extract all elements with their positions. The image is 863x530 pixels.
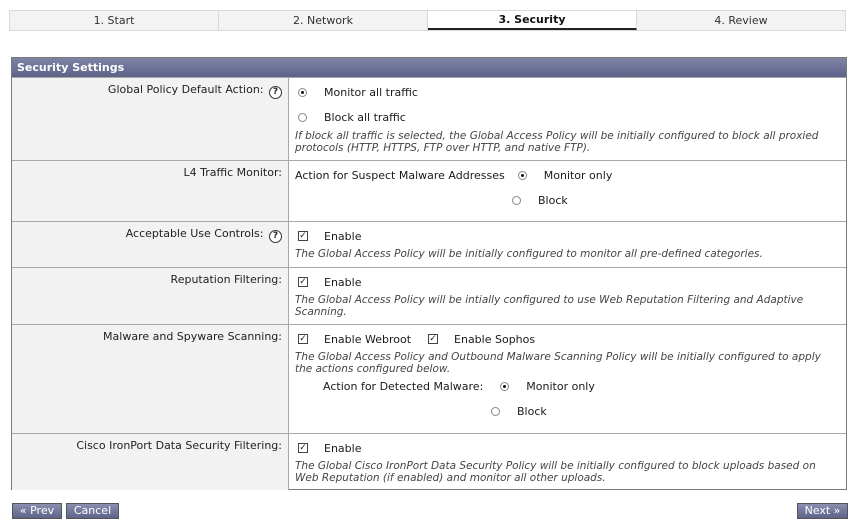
malware-label: Malware and Spyware Scanning: xyxy=(103,330,282,343)
l4-label-cell xyxy=(12,161,289,221)
monitor-all-traffic-radio[interactable] xyxy=(298,88,307,97)
l4-monitor-radio[interactable] xyxy=(518,171,527,180)
webroot-checkbox[interactable]: ✓ xyxy=(299,334,307,344)
reputation-label: Reputation Filtering: xyxy=(170,273,282,286)
dlp-checkbox[interactable]: ✓ xyxy=(299,443,307,453)
global-policy-label: Global Policy Default Action: xyxy=(107,83,264,96)
wizard-steps xyxy=(9,10,846,31)
malware-value xyxy=(289,325,846,433)
malware-row xyxy=(12,324,846,433)
sophos-checkbox[interactable]: ✓ xyxy=(429,334,437,344)
prev-button[interactable]: « Prev xyxy=(12,503,62,519)
dlp-note: The Global Cisco IronPort Data Security Policy will be initially configured to block uploads based on Web Reputation (if enabled) and monitor all other uploads. xyxy=(295,460,816,484)
reputation-label-cell xyxy=(12,268,289,324)
help-icon[interactable]: ? xyxy=(269,86,282,99)
dlp-label: Cisco IronPort Data Security Filtering: xyxy=(76,439,282,452)
reputation-note: The Global Access Policy will be intially configured to use Web Reputation Filtering and Adaptive Scanning. xyxy=(295,294,804,318)
webroot-label: Enable Webroot xyxy=(324,332,412,346)
malware-label-cell xyxy=(12,325,289,433)
step-network[interactable]: 2. Network xyxy=(219,11,428,30)
reputation-enable-label: Enable xyxy=(324,275,362,289)
malware-block-option[interactable] xyxy=(295,402,840,420)
block-all-traffic-radio[interactable] xyxy=(298,113,307,122)
reputation-checkbox[interactable]: ✓ xyxy=(299,277,307,287)
help-icon[interactable]: ? xyxy=(269,230,282,243)
acceptable-use-enable-option[interactable] xyxy=(295,227,840,245)
global-policy-label-cell xyxy=(12,78,289,160)
acceptable-use-label-cell xyxy=(12,222,289,267)
acceptable-use-note: The Global Access Policy will be initially configured to monitor all pre-defined categories. xyxy=(295,248,763,260)
malware-block-radio[interactable] xyxy=(491,407,500,416)
block-all-traffic-label: Block all traffic xyxy=(324,110,406,124)
acceptable-use-checkbox[interactable]: ✓ xyxy=(299,231,307,241)
l4-block-radio[interactable] xyxy=(512,196,521,205)
malware-monitor-radio[interactable] xyxy=(500,382,509,391)
acceptable-use-label: Acceptable Use Controls: xyxy=(125,227,264,240)
cancel-button[interactable]: Cancel xyxy=(66,503,119,519)
monitor-all-traffic-option[interactable] xyxy=(295,83,840,101)
l4-label: L4 Traffic Monitor: xyxy=(183,166,282,179)
l4-value xyxy=(289,161,846,221)
malware-block-label: Block xyxy=(517,404,547,418)
security-settings-panel xyxy=(11,57,847,490)
malware-monitor-label: Monitor only xyxy=(526,379,595,393)
step-review[interactable]: 4. Review xyxy=(637,11,845,30)
panel-title: Security Settings xyxy=(12,58,846,77)
global-policy-value xyxy=(289,78,846,160)
malware-action-line xyxy=(295,377,840,395)
dlp-row xyxy=(12,433,846,490)
l4-prompt: Action for Suspect Malware Addresses xyxy=(295,168,505,182)
malware-note: The Global Access Policy and Outbound Malware Scanning Policy will be initially configured to apply the actions configured below. xyxy=(295,351,821,375)
step-start[interactable]: 1. Start xyxy=(10,11,219,30)
monitor-all-traffic-label: Monitor all traffic xyxy=(324,85,418,99)
acceptable-use-value xyxy=(289,222,846,267)
reputation-row xyxy=(12,267,846,324)
global-policy-row xyxy=(12,77,846,160)
acceptable-use-enable-label: Enable xyxy=(324,229,362,243)
l4-block-option[interactable] xyxy=(295,191,840,209)
dlp-enable-label: Enable xyxy=(324,441,362,455)
next-button[interactable]: Next » xyxy=(797,503,848,519)
acceptable-use-row xyxy=(12,221,846,267)
l4-monitor-label: Monitor only xyxy=(543,168,613,182)
global-policy-note: If block all traffic is selected, the Global Access Policy will be initially configured to block all proxied protocols (HTTP, HTTPS, FTP over HTTP, and native FTP). xyxy=(295,130,819,154)
dlp-enable-option[interactable] xyxy=(295,439,840,457)
sophos-label: Enable Sophos xyxy=(454,332,536,346)
block-all-traffic-option[interactable] xyxy=(295,108,840,126)
dlp-label-cell xyxy=(12,434,289,490)
l4-row xyxy=(12,160,846,221)
step-security[interactable]: 3. Security xyxy=(428,11,637,30)
reputation-enable-option[interactable] xyxy=(295,273,840,291)
l4-block-label: Block xyxy=(538,193,568,207)
malware-checks-line xyxy=(295,330,840,348)
malware-action-prompt: Action for Detected Malware: xyxy=(323,379,484,393)
l4-monitor-line xyxy=(295,166,840,184)
reputation-value xyxy=(289,268,846,324)
dlp-value xyxy=(289,434,846,490)
